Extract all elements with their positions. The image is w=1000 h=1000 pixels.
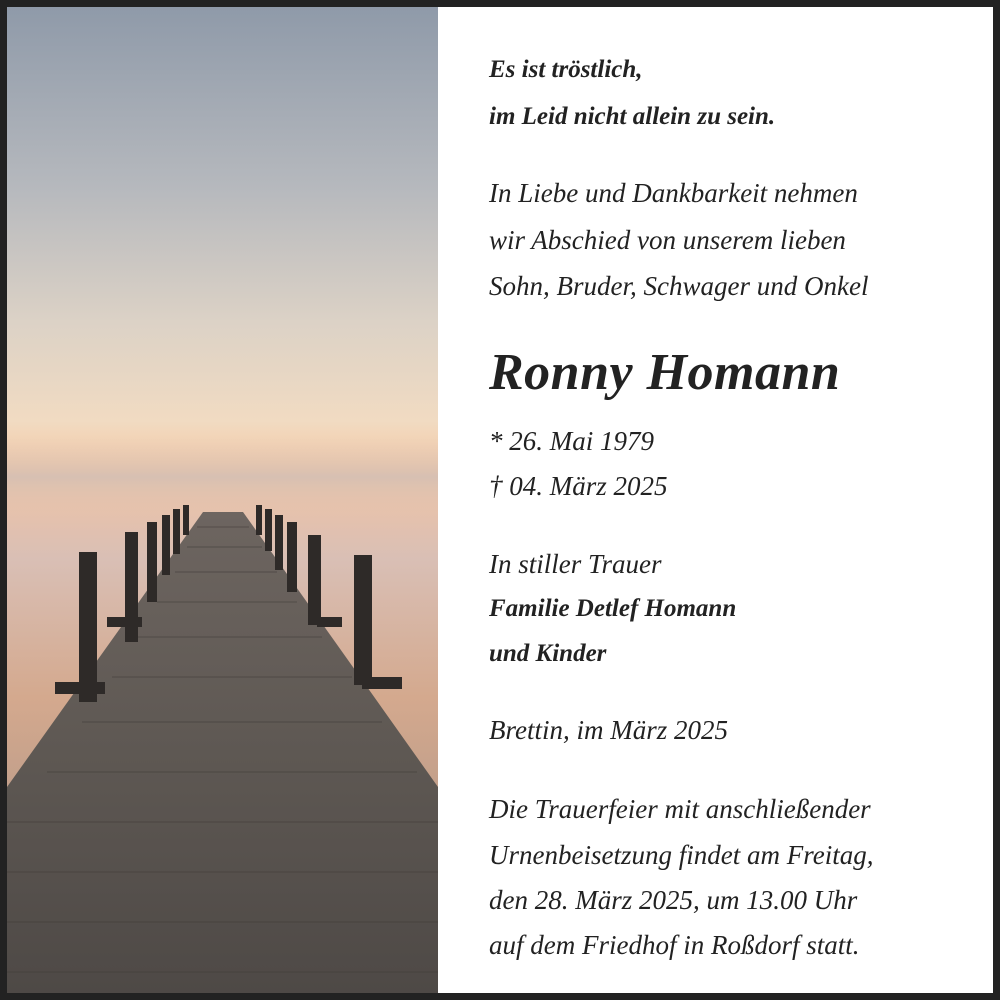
jetty-illustration (7, 7, 438, 993)
mourners-line-1: Familie Detlef Homann (489, 595, 737, 622)
ceremony-line-3: den 28. März 2025, um 13.00 Uhr (489, 885, 858, 915)
intro-line-3: Sohn, Bruder, Schwager und Onkel (489, 271, 869, 301)
death-date: † 04. März 2025 (489, 471, 668, 501)
deceased-name: Ronny Homann (489, 344, 841, 401)
intro-line-1: In Liebe und Dankbarkeit nehmen (489, 178, 858, 208)
mourners-line-2: und Kinder (489, 640, 607, 667)
place-date: Brettin, im März 2025 (489, 715, 728, 745)
birth-date: * 26. Mai 1979 (489, 426, 654, 456)
mourning-intro: In stiller Trauer (489, 549, 662, 579)
obituary-text (489, 7, 989, 993)
ceremony-line-4: auf dem Friedhof in Roßdorf statt. (489, 930, 860, 960)
intro-line-2: wir Abschied von unserem lieben (489, 225, 846, 255)
ceremony-line-2: Urnenbeisetzung findet am Freitag, (489, 840, 874, 870)
motto-line-1: Es ist tröstlich, (489, 56, 643, 83)
motto-line-2: im Leid nicht allein zu sein. (489, 103, 776, 130)
ceremony-line-1: Die Trauerfeier mit anschließender (489, 794, 871, 824)
jetty-photo (7, 7, 438, 993)
